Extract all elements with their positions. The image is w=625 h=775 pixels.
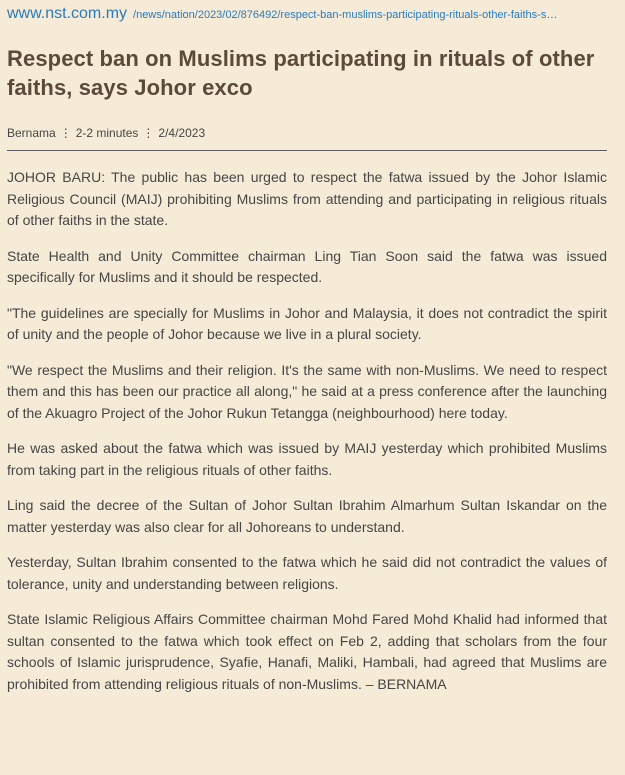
article-paragraph: State Health and Unity Committee chairman Ling Tian Soon said the fatwa was issued specifically for Muslims and it should be respected. [7,247,607,285]
article-paragraph: JOHOR BARU: The public has been urged to respect the fatwa issued by the Johor Islamic Religious Council (MAIJ) prohibiting Muslims from attending and participating in religious rituals of other faiths in the state. [7,169,607,228]
article-read-time: 2-2 minutes [75,126,139,140]
article-paragraph: "The guidelines are specially for Muslims in Johor and Malaysia, it does not contradict the spirit of unity and the people of Johor because we live in a plural society. [7,304,607,342]
article-author: Bernama [7,126,56,140]
article-paragraph: Ling said the decree of the Sultan of Johor Sultan Ibrahim Almarhum Sultan Iskandar on the matter yesterday was also clear for all Johoreans to understand. [7,497,607,535]
meta-separator: ⋮ [59,126,72,140]
article-body [7,167,607,695]
header-divider [7,150,607,151]
article-paragraph: Yesterday, Sultan Ibrahim consented to the fatwa which he said did not contradict the values of tolerance, unity and understanding between religions. [7,554,607,592]
meta-separator: ⋮ [142,126,155,140]
source-domain-link[interactable]: www.nst.com.my [7,5,128,22]
article-date: 2/4/2023 [158,126,206,140]
source-path-link[interactable]: /news/nation/2023/02/876492/respect-ban-muslims-participating-rituals-other-faiths-s… [133,9,558,21]
source-url-bar [7,0,607,30]
article-paragraph: State Islamic Religious Affairs Committee chairman Mohd Fared Mohd Khalid had informed that sultan consented to the fatwa which took effect on Feb 2, adding that scholars from the four schools of Islamic jurisprudence, Syafie, Hanafi, Maliki, Hambali, had agreed that Muslims are prohibited from attending religious rituals of non-Muslims. – BERNAMA [7,611,607,692]
article-meta [7,125,607,141]
article-title: Respect ban on Muslims participating in rituals of other faiths, says Johor exco [7,46,595,100]
article-paragraph: "We respect the Muslims and their religion. It's the same with non-Muslims. We need to respect them and this has been our practice all along," he said at a press conference after the launching of the Akuagro Project of the Johor Rukun Tetangga (neighbourhood) here today. [7,361,607,421]
article-paragraph: He was asked about the fatwa which was issued by MAIJ yesterday which prohibited Muslims from taking part in the religious rituals of other faiths. [7,440,607,478]
